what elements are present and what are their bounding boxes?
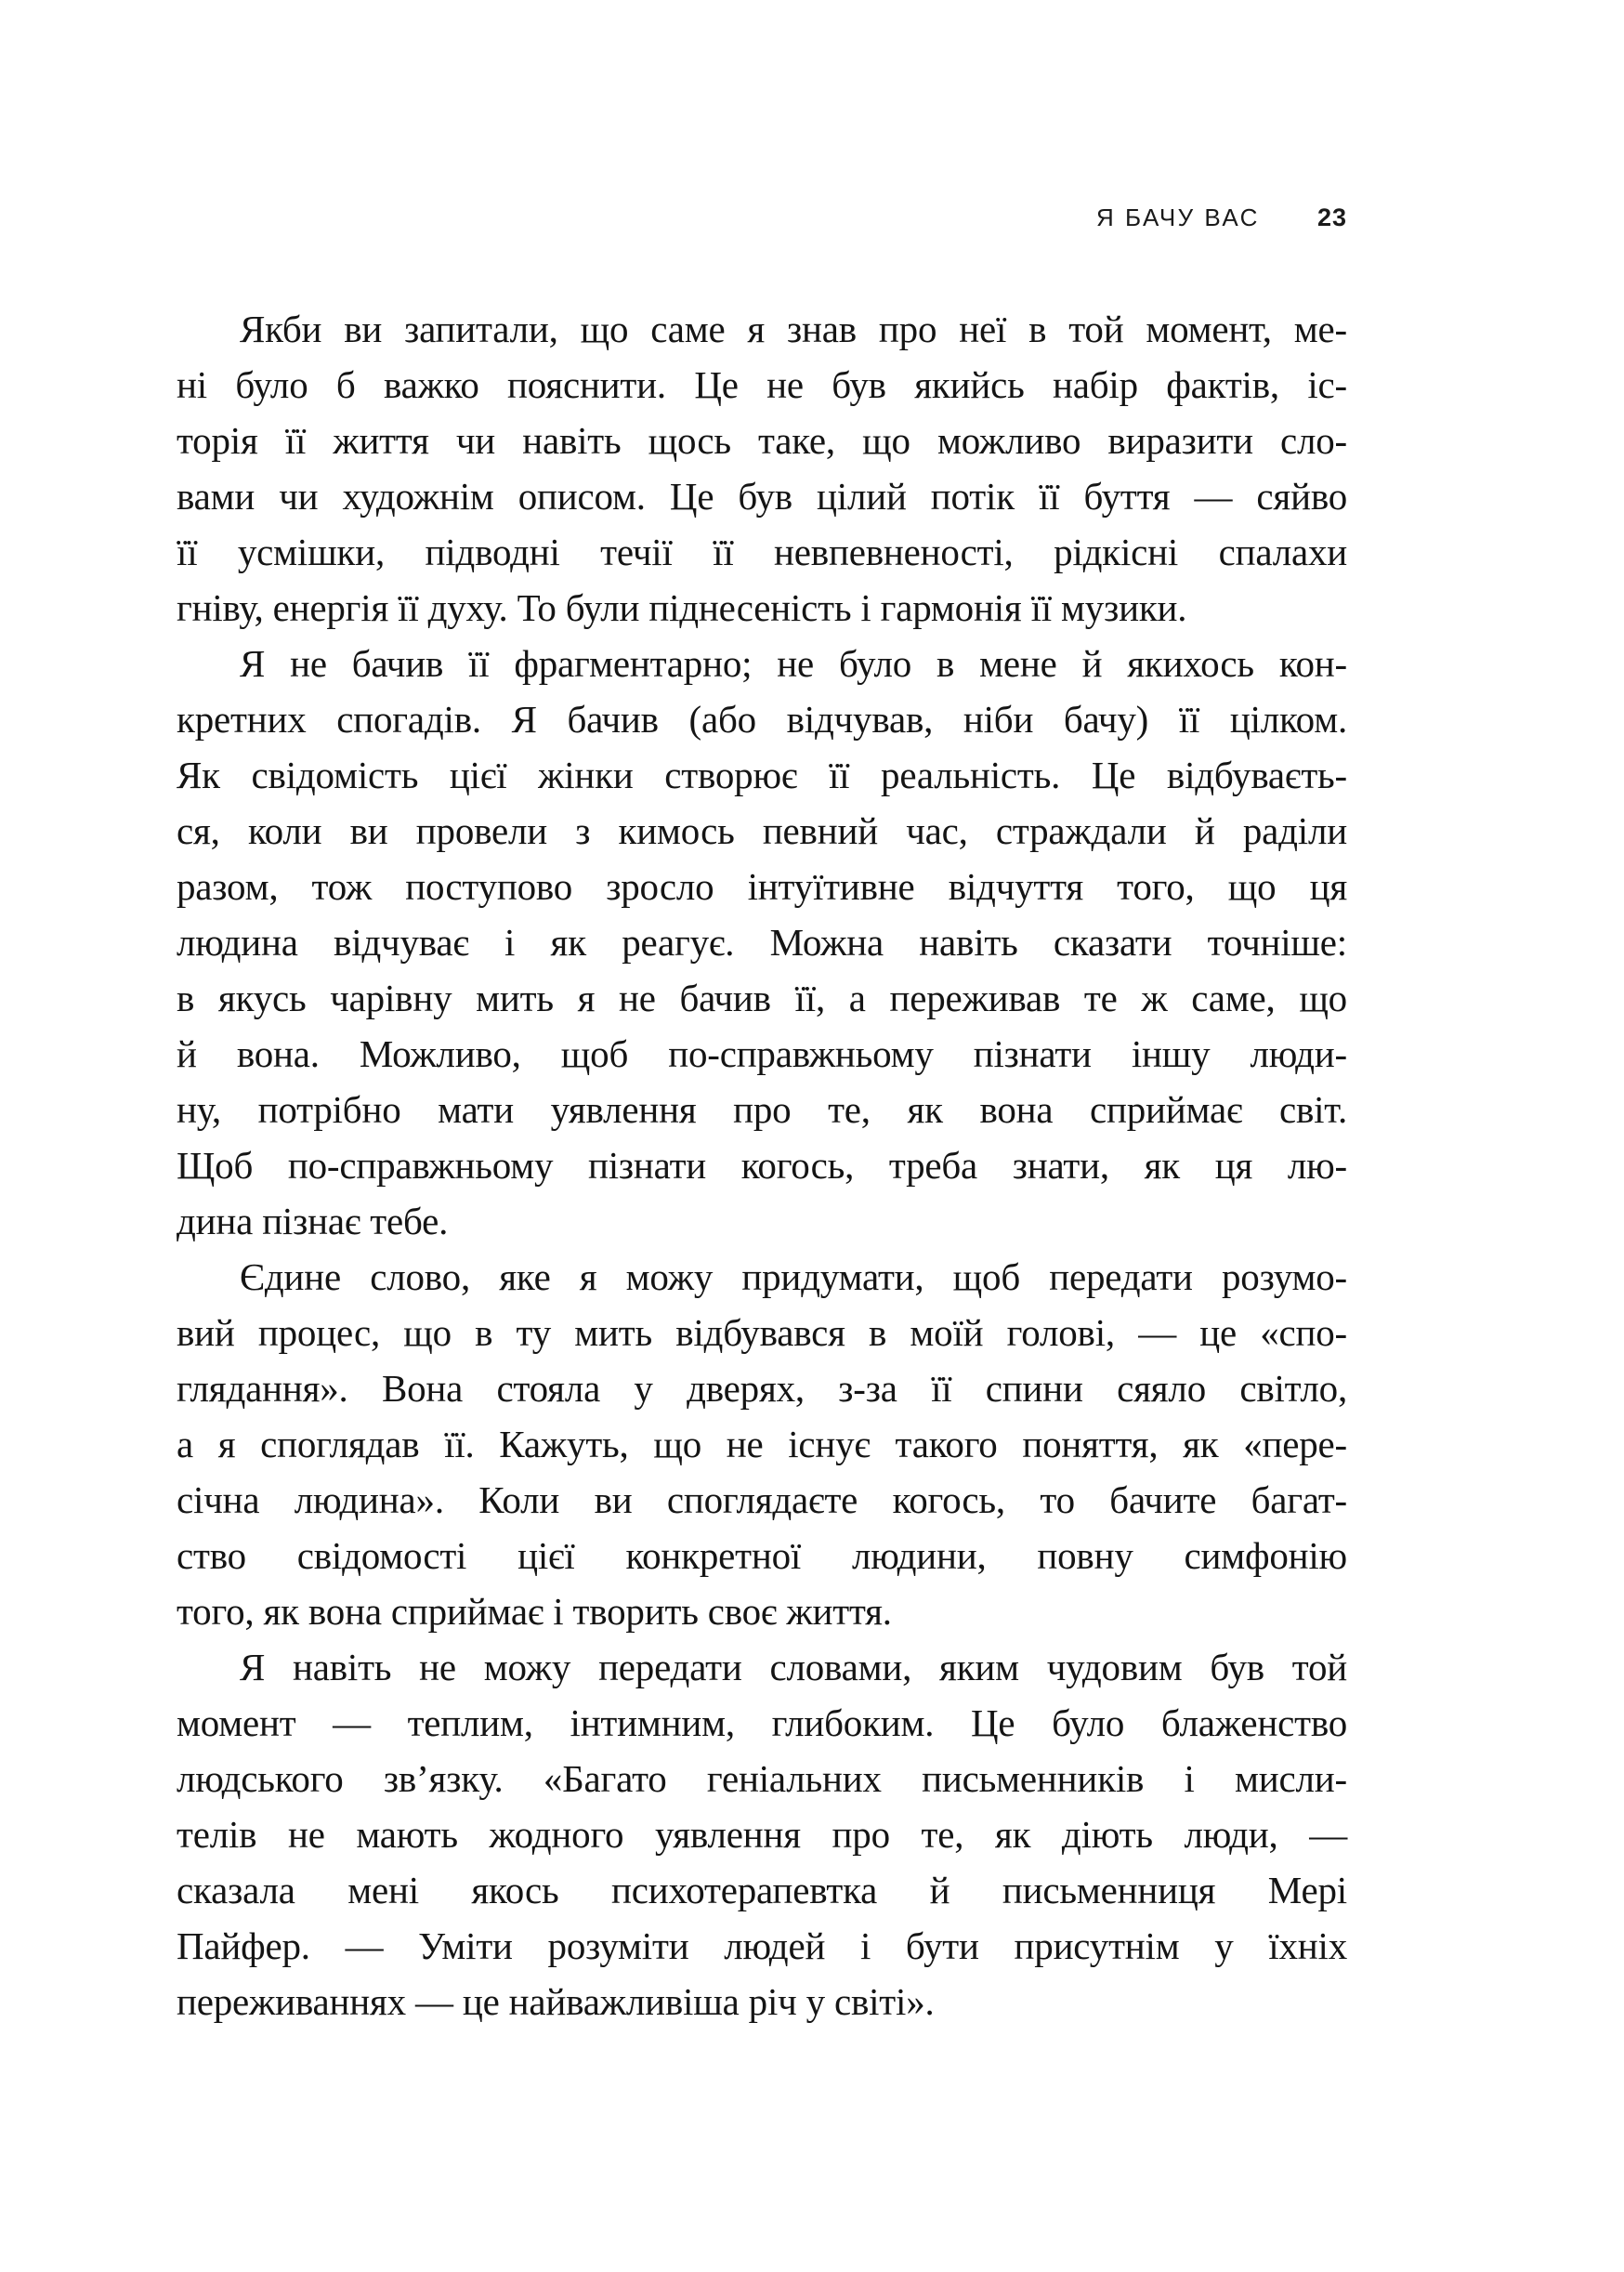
text-line: сказала мені якось психотерапевтка й письменниця Мері — [177, 1869, 1347, 1911]
text-line: ство свідомості цієї конкретної людини, повну симфонію — [177, 1534, 1347, 1577]
text-line: січна людина». Коли ви споглядаєте когось, то бачите багат- — [177, 1478, 1347, 1521]
text-line: ну, потрібно мати уявлення про те, як вона сприймає світ. — [177, 1088, 1347, 1131]
text-line: дина пізнає тебе. — [177, 1200, 449, 1242]
text-line: вами чи художнім описом. Це був цілий потік її буття — сяйво — [177, 475, 1347, 518]
text-line: в якусь чарівну мить я не бачив її, а переживав те ж саме, що — [177, 977, 1347, 1019]
text-line: ні було б важко пояснити. Це не був якийсь набір фактів, іс- — [177, 363, 1347, 406]
text-line: людського зв’язку. «Багато геніальних письменників і мисли- — [177, 1757, 1347, 1800]
paragraph — [177, 1639, 1347, 2029]
text-line: разом, тож поступово зросло інтуїтивне відчуття того, що ця — [177, 865, 1347, 908]
text-line: Єдине слово, яке я можу придумати, щоб передати розумо- — [240, 1255, 1347, 1298]
text-line: людина відчуває і як реагує. Можна навіть сказати точніше: — [177, 921, 1347, 964]
paragraph — [177, 636, 1347, 1249]
paragraph — [177, 301, 1347, 636]
text-line: того, як вона сприймає і творить своє життя. — [177, 1590, 892, 1633]
text-line: її усмішки, підводні течії її невпевненості, рідкісні спалахи — [177, 531, 1347, 573]
text-line: Я не бачив її фрагментарно; не було в мене й якихось кон- — [240, 642, 1347, 685]
text-line: вий процес, що в ту мить відбувався в моїй голові, — це «спо- — [177, 1311, 1347, 1354]
text-line: кретних спогадів. Я бачив (або відчував, ніби бачу) її цілком. — [177, 698, 1347, 741]
text-line: ся, коли ви провели з кимось певний час, страждали й раділи — [177, 809, 1347, 852]
text-line: глядання». Вона стояла у дверях, з-за її спини сяяло світло, — [177, 1367, 1347, 1410]
text-line: й вона. Можливо, щоб по-справжньому пізнати іншу люди- — [177, 1032, 1347, 1075]
running-title: Я БАЧУ ВАС — [1096, 204, 1260, 231]
text-line: переживаннях — це найважливіша річ у світі». — [177, 1980, 935, 2023]
text-line: момент — теплим, інтимним, глибоким. Це було блаженство — [177, 1701, 1347, 1744]
text-line: телів не мають жодного уявлення про те, як діють люди, — — [177, 1813, 1347, 1856]
running-header — [177, 204, 1347, 232]
text-line: Пайфер. — Уміти розуміти людей і бути присутнім у їхніх — [177, 1924, 1347, 1967]
text-line: гніву, енергія її духу. То були піднесеність і гармонія її музики. — [177, 586, 1187, 629]
body-text — [177, 301, 1347, 2029]
text-line: Я навіть не можу передати словами, яким чудовим був той — [240, 1646, 1347, 1688]
text-line: Щоб по-справжньому пізнати когось, треба знати, як ця лю- — [177, 1144, 1347, 1187]
text-line: а я споглядав її. Кажуть, що не існує такого поняття, як «пере- — [177, 1423, 1347, 1465]
paragraph — [177, 1249, 1347, 1639]
page-number: 23 — [1316, 204, 1347, 231]
text-line: Як свідомість цієї жінки створює її реальність. Це відбуваєть- — [177, 754, 1347, 796]
text-line: Якби ви запитали, що саме я знав про неї в той момент, ме- — [240, 308, 1347, 350]
text-line: торія її життя чи навіть щось таке, що можливо виразити сло- — [177, 419, 1347, 462]
